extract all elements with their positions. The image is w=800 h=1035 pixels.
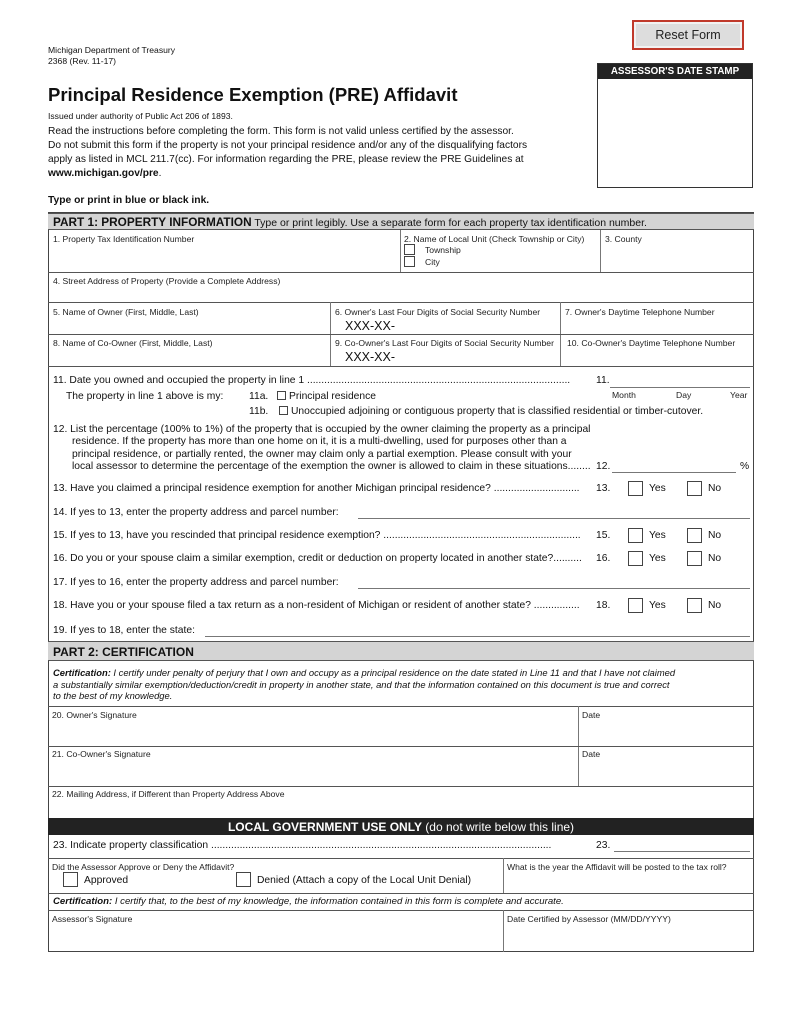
q14-address-line[interactable] <box>358 518 750 519</box>
q13-number: 13. <box>596 483 611 494</box>
q18-yes-checkbox[interactable] <box>628 598 643 613</box>
q11-number: 11. <box>596 375 610 386</box>
q16-text: 16. Do you or your spouse claim a similar exemption, credit or deduction on property located in another state?.......... <box>53 553 582 564</box>
city-checkbox[interactable] <box>404 256 415 267</box>
label-coowner-phone: 10. Co-Owner's Daytime Telephone Number <box>567 338 736 348</box>
owner-ssn-prefix: XXX-XX- <box>345 319 396 333</box>
q18-yes-label: Yes <box>649 600 666 611</box>
dept-name: Michigan Department of Treasury <box>48 45 176 55</box>
label-owner-ssn: 6. Owner's Last Four Digits of Social Security Number <box>335 307 541 317</box>
instructions-line-3: apply as listed in MCL 211.7(cc). For information regarding the PRE, please review the PRE Guidelines at <box>48 154 524 165</box>
q11a-label: Principal residence <box>289 391 376 402</box>
q15-no-label: No <box>708 530 722 541</box>
label-owner-phone: 7. Owner's Daytime Telephone Number <box>565 307 715 317</box>
pre-guidelines-link[interactable]: www.michigan.gov/pre <box>48 168 159 179</box>
q12-percent-sign: % <box>740 461 750 472</box>
q11b-label: Unoccupied adjoining or contiguous property that is classified residential or timber-cutover. <box>291 406 704 417</box>
denied-checkbox[interactable] <box>236 872 251 887</box>
q19-state-line[interactable] <box>205 636 750 637</box>
local-gov-header <box>48 818 754 835</box>
q13-yes-checkbox[interactable] <box>628 481 643 496</box>
q23-classification-line[interactable] <box>614 851 750 852</box>
q12-percentage-line[interactable] <box>612 472 736 473</box>
instructions-line-4 <box>48 167 598 181</box>
q12-text <box>53 424 591 474</box>
q17-address-line[interactable] <box>358 588 750 589</box>
q19-text: 19. If yes to 18, enter the state: <box>53 625 195 636</box>
cert-line-2: a substantially similar exemption/deduction/credit in property in another state, and that the information contained on this document is true and correct <box>53 678 670 690</box>
q18-text: 18. Have you or your spouse filed a tax return as a non-resident of Michigan or resident of another state? ................ <box>53 600 580 611</box>
local-gov-heading: LOCAL GOVERNMENT USE ONLY <box>227 820 422 834</box>
q16-no-checkbox[interactable] <box>687 551 702 566</box>
denied-label: Denied (Attach a copy of the Local Unit Denial) <box>257 875 472 886</box>
q15-no-checkbox[interactable] <box>687 528 702 543</box>
q15-text: 15. If yes to 13, have you rescinded that principal residence exemption? ..................................................................... <box>53 530 581 541</box>
instructions <box>48 125 598 181</box>
part1-heading: PART 1: PROPERTY INFORMATION <box>53 215 252 229</box>
local-certification <box>53 896 564 907</box>
label-day: Day <box>676 390 692 400</box>
assessor-date-stamp <box>597 63 753 188</box>
part1-subheading: Type or print legibly. Use a separate form for each property tax identification number. <box>251 217 647 229</box>
label-coowner-name: 8. Name of Co-Owner (First, Middle, Last) <box>53 338 213 348</box>
label-owner-signature: 20. Owner's Signature <box>52 710 137 720</box>
label-coowner-ssn: 9. Co-Owner's Last Four Digits of Social Security Number <box>335 338 554 348</box>
part2-header <box>48 641 754 661</box>
instructions-period: . <box>158 168 162 179</box>
label-tax-roll-year: What is the year the Affidavit will be posted to the tax roll? <box>507 862 727 872</box>
q23-number: 23. <box>596 840 611 851</box>
principal-residence-checkbox[interactable] <box>277 391 286 400</box>
reset-button[interactable] <box>632 20 744 50</box>
label-assessor-signature: Assessor's Signature <box>52 914 133 924</box>
authority-note: Issued under authority of Public Act 206 of 1893. <box>48 111 233 121</box>
q12-line-2: residence. If the property has more than one home on it, it is a multi-dwelling, used for purposes other than a <box>72 436 567 448</box>
instructions-line-2: Do not submit this form if the property is not your principal residence and/or any of the disqualifying factors <box>48 140 528 151</box>
unoccupied-property-checkbox[interactable] <box>279 406 288 415</box>
form-number: 2368 (Rev. 11-17) <box>48 56 116 66</box>
label-date-certified: Date Certified by Assessor (MM/DD/YYYY) <box>507 914 671 924</box>
part1-header <box>48 213 754 230</box>
part2-heading: PART 2: CERTIFICATION <box>53 645 194 659</box>
q11b-number: 11b. <box>249 406 269 417</box>
cert-line-1: I certify under penalty of perjury that I own and occupy as a principal residence on the date stated in Line 11 and that I have not claimed <box>110 667 676 678</box>
q13-no-label: No <box>708 483 722 494</box>
coowner-ssn-prefix: XXX-XX- <box>345 350 396 364</box>
local-cert-bold: Certification: <box>53 896 113 907</box>
q15-yes-checkbox[interactable] <box>628 528 643 543</box>
q12-line-4: local assessor to determine the percentage of the exemption the owner is allowed to claim in these situations........ <box>72 461 591 473</box>
label-approve-deny: Did the Assessor Approve or Deny the Affidavit? <box>52 862 235 872</box>
q18-no-checkbox[interactable] <box>687 598 702 613</box>
label-year: Year <box>730 390 748 400</box>
part2-certification <box>53 667 751 702</box>
q16-yes-checkbox[interactable] <box>628 551 643 566</box>
page-title: Principal Residence Exemption (PRE) Affidavit <box>48 84 458 105</box>
label-township: Township <box>425 245 461 255</box>
q12-line-3: principal residence, or partially rented, the owner may claim only a partial exemption. Please consult with your <box>72 448 572 460</box>
label-month: Month <box>612 390 636 400</box>
q12-number: 12. <box>596 461 611 472</box>
label-coowner-sign-date: Date <box>582 749 601 759</box>
local-cert-text: I certify that, to the best of my knowledge, the information contained in this form is complete and accurate. <box>112 896 564 907</box>
q13-yes-label: Yes <box>649 483 666 494</box>
q14-text: 14. If yes to 13, enter the property address and parcel number: <box>53 507 339 518</box>
q18-no-label: No <box>708 600 722 611</box>
q11-date-line[interactable] <box>610 387 750 388</box>
approved-checkbox[interactable] <box>63 872 78 887</box>
q16-yes-label: Yes <box>649 553 666 564</box>
label-tax-id: 1. Property Tax Identification Number <box>53 234 195 244</box>
q16-number: 16. <box>596 553 611 564</box>
cert-line-3: to the best of my knowledge. <box>53 690 173 702</box>
instructions-line-1: Read the instructions before completing the form. This form is not valid unless certified by the assessor. <box>48 126 514 137</box>
q17-text: 17. If yes to 16, enter the property address and parcel number: <box>53 577 339 588</box>
label-street-address: 4. Street Address of Property (Provide a Complete Address) <box>53 276 281 286</box>
reset-button-label: Reset Form <box>655 28 721 42</box>
stamp-label: ASSESSOR'S DATE STAMP <box>598 64 752 79</box>
cert-bold: Certification: <box>53 667 111 678</box>
q11-text: 11. Date you owned and occupied the property in line 1 ............................................................................................ <box>53 375 571 386</box>
label-city: City <box>425 257 440 267</box>
label-county: 3. County <box>605 234 642 244</box>
label-coowner-signature: 21. Co-Owner's Signature <box>52 749 151 759</box>
q15-yes-label: Yes <box>649 530 666 541</box>
q11-lead: The property in line 1 above is my: <box>66 391 224 402</box>
q15-number: 15. <box>596 530 611 541</box>
q11a-number: 11a. <box>249 391 269 402</box>
q13-no-checkbox[interactable] <box>687 481 702 496</box>
local-gov-subheading: (do not write below this line) <box>421 820 575 834</box>
label-mailing-address: 22. Mailing Address, if Different than Property Address Above <box>52 789 285 799</box>
label-owner-name: 5. Name of Owner (First, Middle, Last) <box>53 307 199 317</box>
label-local-unit: 2. Name of Local Unit (Check Township or City) <box>404 234 585 244</box>
q18-number: 18. <box>596 600 611 611</box>
q16-no-label: No <box>708 553 722 564</box>
q12-line-1: 12. List the percentage (100% to 1%) of the property that is occupied by the owner claiming the property as a principal <box>53 424 591 435</box>
township-checkbox[interactable] <box>404 244 415 255</box>
q13-text: 13. Have you claimed a principal residence exemption for another Michigan principal residence? .............................. <box>53 483 580 494</box>
q23-text: 23. Indicate property classification ....................................................................................................................... <box>53 840 552 851</box>
label-owner-sign-date: Date <box>582 710 601 720</box>
approved-label: Approved <box>84 875 129 886</box>
ink-note: Type or print in blue or black ink. <box>48 195 210 206</box>
